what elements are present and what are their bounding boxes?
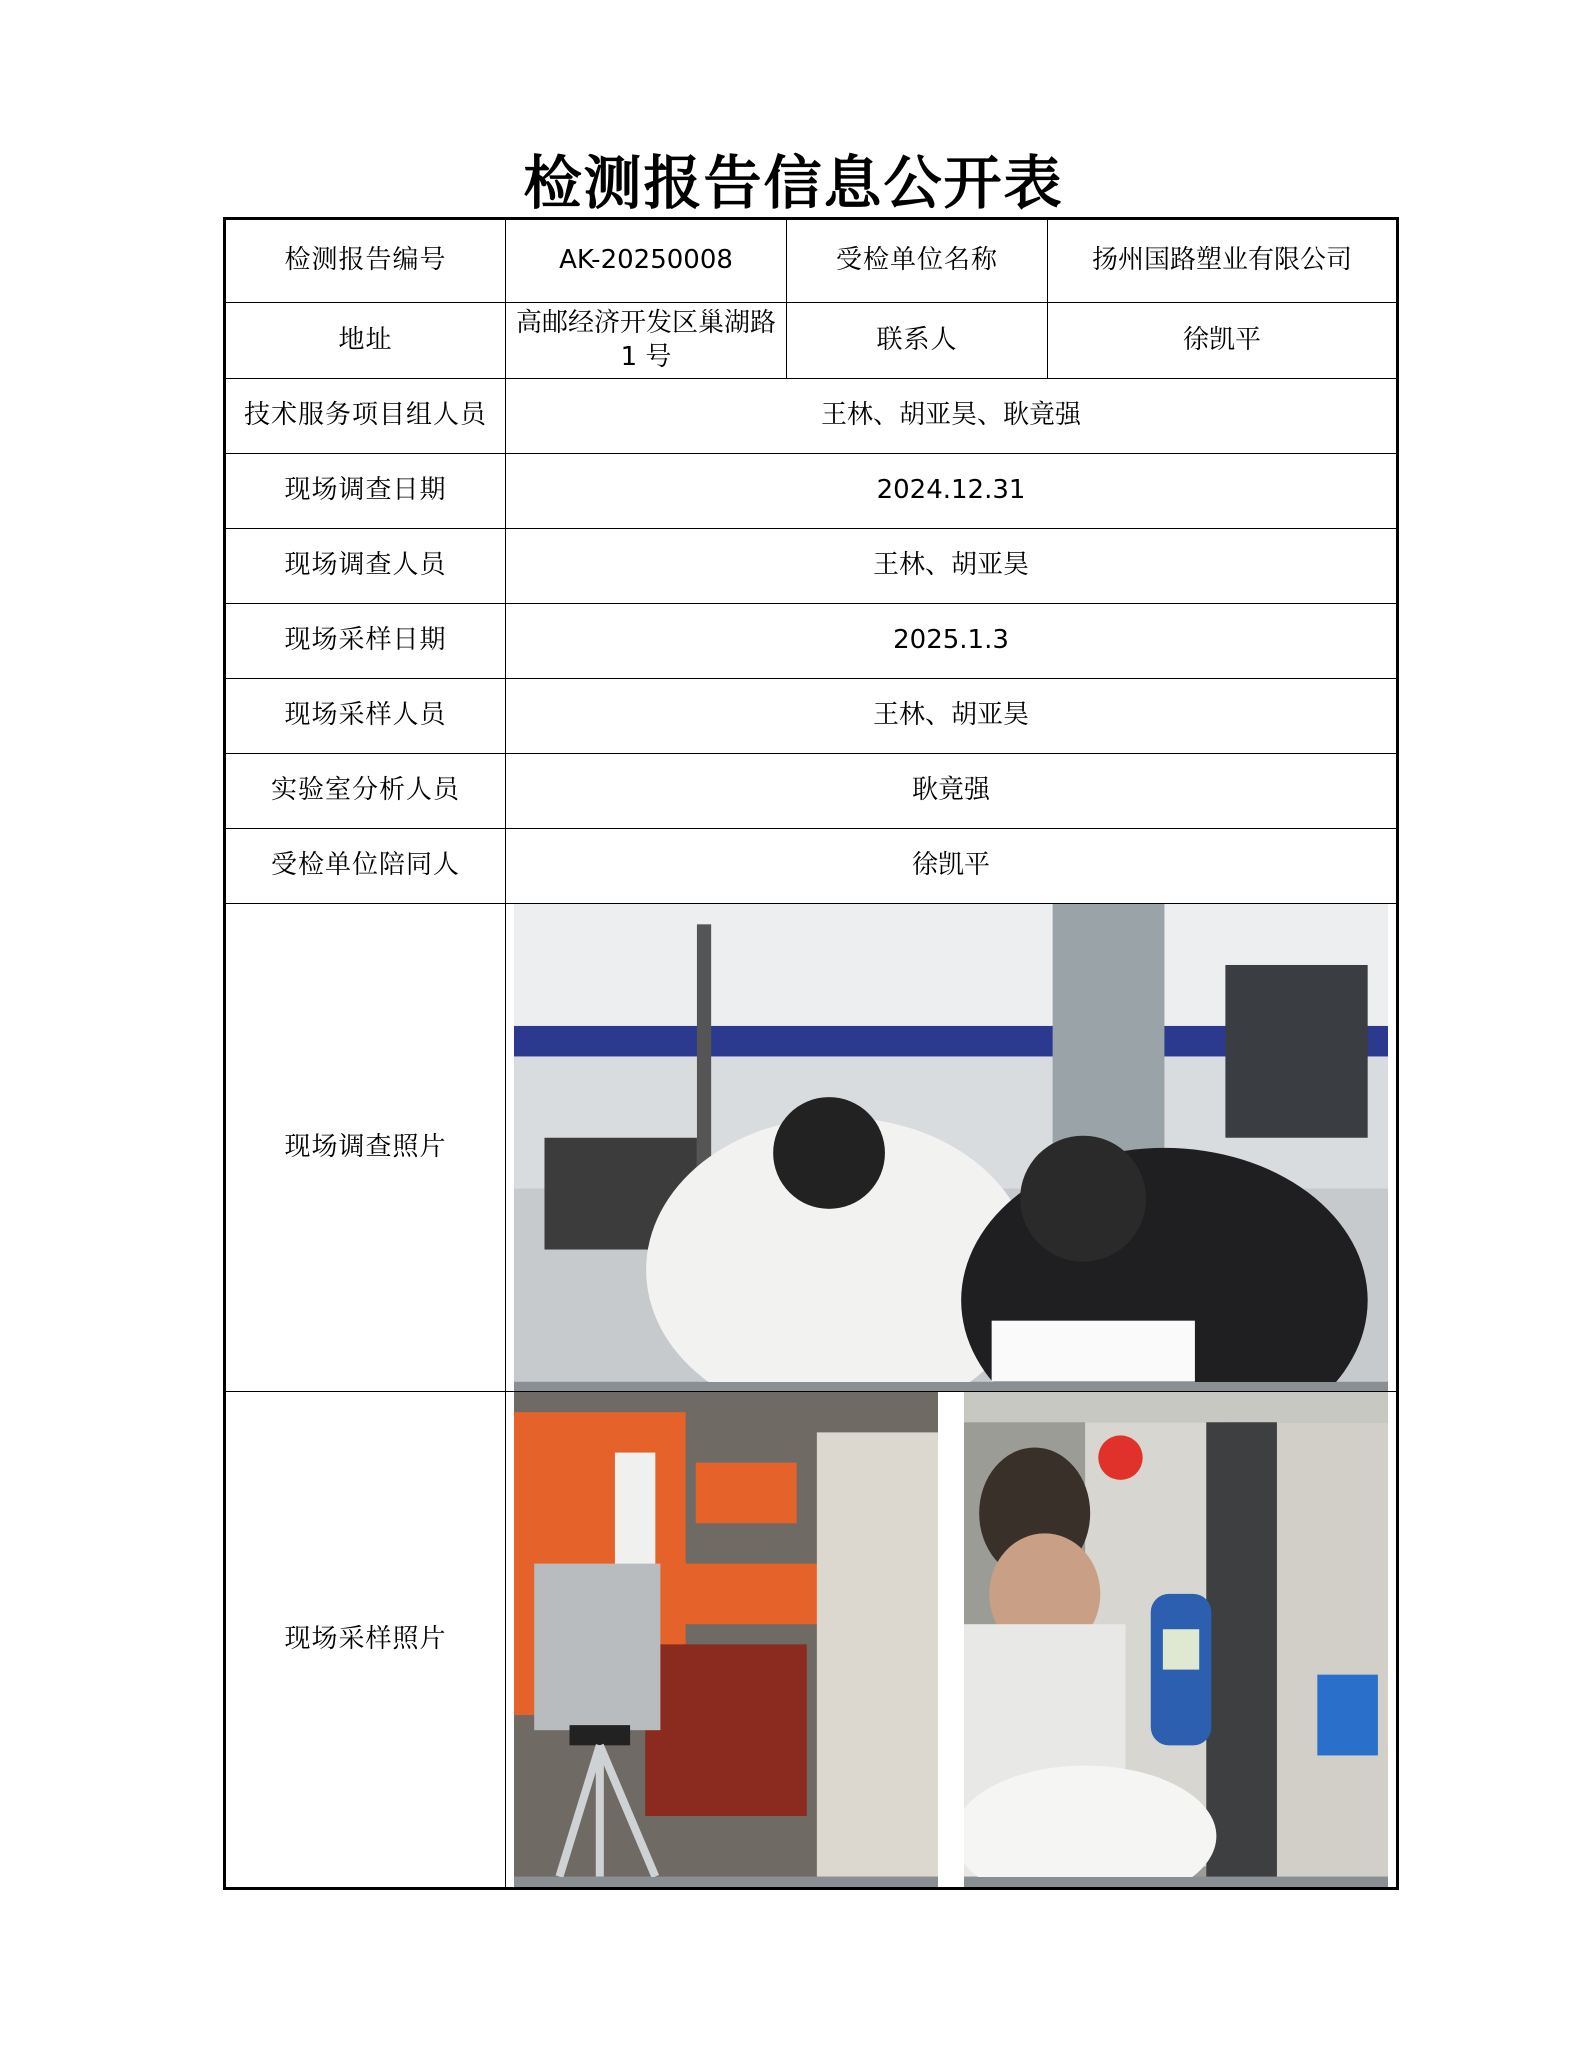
table-row <box>225 454 1398 529</box>
table-row <box>225 829 1398 904</box>
survey-photo-label: 现场调查照片 <box>225 904 506 1392</box>
team-value: 王林、胡亚昊、耿竟强 <box>506 379 1398 454</box>
unit-name-label: 受检单位名称 <box>787 219 1048 303</box>
table-row <box>225 379 1398 454</box>
page-title: 检测报告信息公开表 <box>523 149 1064 217</box>
sampling-photo-left <box>514 1392 938 1886</box>
samplers-value: 王林、胡亚昊 <box>506 679 1398 754</box>
lab-label: 实验室分析人员 <box>225 754 506 829</box>
table-row <box>225 1392 1398 1888</box>
sampling-photo-right-image <box>964 1392 1388 1877</box>
escort-label: 受检单位陪同人 <box>225 829 506 904</box>
lab-value: 耿竟强 <box>506 754 1398 829</box>
contact-value: 徐凯平 <box>1048 303 1398 379</box>
sampling-photo-cell <box>506 1392 1398 1888</box>
escort-value: 徐凯平 <box>506 829 1398 904</box>
table-row <box>225 529 1398 604</box>
contact-label: 联系人 <box>787 303 1048 379</box>
survey-date-label: 现场调查日期 <box>225 454 506 529</box>
table-row <box>225 679 1398 754</box>
table-row <box>225 303 1398 379</box>
unit-name-value: 扬州国路塑业有限公司 <box>1048 219 1398 303</box>
sampling-photo-right <box>964 1392 1388 1886</box>
surveyors-value: 王林、胡亚昊 <box>506 529 1398 604</box>
sampling-date-value: 2025.1.3 <box>506 604 1398 679</box>
report-no-value: AK-20250008 <box>506 219 787 303</box>
table-row <box>225 754 1398 829</box>
survey-photo <box>514 904 1388 1391</box>
survey-date-value: 2024.12.31 <box>506 454 1398 529</box>
sampling-date-label: 现场采样日期 <box>225 604 506 679</box>
survey-photo-image <box>514 904 1388 1382</box>
sampling-photo-label: 现场采样照片 <box>225 1392 506 1888</box>
sampling-photo-left-image <box>514 1392 938 1877</box>
samplers-label: 现场采样人员 <box>225 679 506 754</box>
address-label: 地址 <box>225 303 506 379</box>
report-no-label: 检测报告编号 <box>225 219 506 303</box>
report-info-table <box>223 217 1399 1890</box>
sampling-photo-pair <box>514 1392 1388 1886</box>
survey-photo-cell <box>506 904 1398 1392</box>
table-row <box>225 904 1398 1392</box>
address-value: 高邮经济开发区巢湖路 1 号 <box>506 303 787 379</box>
surveyors-label: 现场调查人员 <box>225 529 506 604</box>
table-row <box>225 219 1398 303</box>
table-row <box>225 604 1398 679</box>
team-label: 技术服务项目组人员 <box>225 379 506 454</box>
